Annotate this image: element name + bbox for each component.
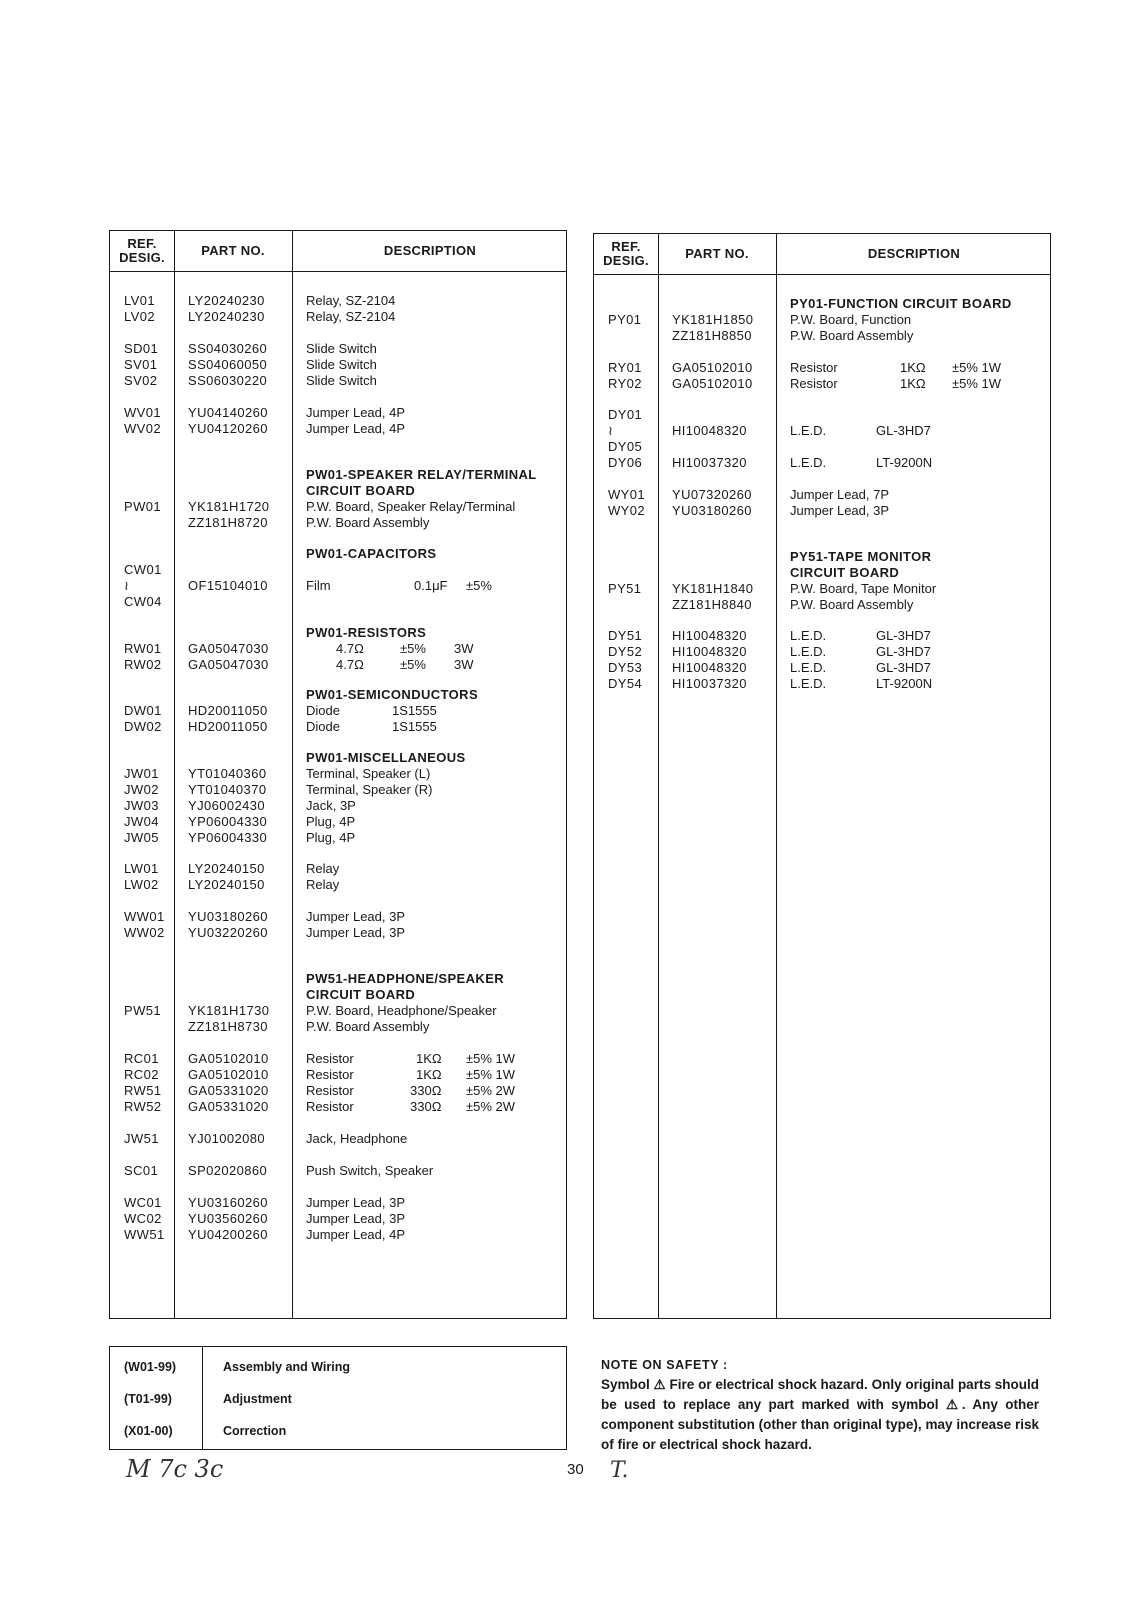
column-divider — [202, 1347, 203, 1449]
spec-value-cell: 1KΩ — [416, 1067, 442, 1082]
ref-desig-cell: WV01 — [124, 405, 162, 420]
column-divider — [174, 231, 175, 1318]
ref-desig-cell: DY01 — [608, 407, 643, 422]
spec-value-cell: ±5% — [400, 657, 426, 672]
spec-value-cell: GL-3HD7 — [876, 660, 931, 675]
part-number-cell: YU04200260 — [188, 1227, 268, 1242]
section-heading: PY01-FUNCTION CIRCUIT BOARD — [790, 296, 1012, 311]
ref-desig-cell: DY53 — [608, 660, 643, 675]
description-cell: P.W. Board Assembly — [790, 328, 914, 343]
part-number-cell: YT01040370 — [188, 782, 267, 797]
part-number-cell: GA05102010 — [672, 360, 753, 375]
legend-code: (W01-99) — [124, 1360, 177, 1374]
ref-desig-cell: RW51 — [124, 1083, 162, 1098]
part-number-cell: YU07320260 — [672, 487, 752, 502]
ref-desig-cell: RW02 — [124, 657, 162, 672]
part-number-cell: HI10037320 — [672, 676, 747, 691]
description-cell: L.E.D. — [790, 660, 827, 675]
ref-desig-cell: LV01 — [124, 293, 155, 308]
header-part-no: PART NO. — [685, 246, 749, 261]
ref-desig-cell: WW01 — [124, 909, 165, 924]
description-cell: Film — [306, 578, 331, 593]
description-cell: Plug, 4P — [306, 814, 356, 829]
description-cell: Relay — [306, 861, 340, 876]
part-number-cell: YT01040360 — [188, 766, 267, 781]
spec-value-cell: GL-3HD7 — [876, 423, 931, 438]
ref-desig-cell: SV01 — [124, 357, 158, 372]
description-cell: Relay, SZ-2104 — [306, 293, 396, 308]
description-cell: L.E.D. — [790, 676, 827, 691]
description-cell: Resistor — [790, 360, 838, 375]
part-number-cell: GA05331020 — [188, 1099, 269, 1114]
description-cell: Resistor — [306, 1051, 354, 1066]
ref-desig-cell: DY06 — [608, 455, 643, 470]
section-heading: PW01-MISCELLANEOUS — [306, 750, 466, 765]
part-number-cell: YU04140260 — [188, 405, 268, 420]
spec-value-cell: ±5% 1W — [952, 376, 1002, 391]
part-number-cell: HI10048320 — [672, 423, 747, 438]
spec-value-cell: GL-3HD7 — [876, 628, 931, 643]
spec-value-cell: 1KΩ — [416, 1051, 442, 1066]
part-number-cell: HD20011050 — [188, 703, 268, 718]
ref-desig-cell: WW02 — [124, 925, 165, 940]
page-number: 30 — [567, 1461, 584, 1478]
description-cell: Jumper Lead, 3P — [306, 1211, 406, 1226]
ref-desig-cell: LW02 — [124, 877, 159, 892]
column-divider — [292, 231, 293, 1318]
ref-desig-cell: DY51 — [608, 628, 643, 643]
ref-desig-cell: CW01 — [124, 562, 162, 577]
description-cell: L.E.D. — [790, 644, 827, 659]
description-cell: Slide Switch — [306, 341, 377, 356]
part-number-cell: YJ06002430 — [188, 798, 266, 813]
right-parts-table — [593, 233, 1051, 1319]
spec-value-cell: 1KΩ — [900, 376, 926, 391]
part-number-cell: HI10048320 — [672, 644, 747, 659]
ref-desig-cell: WW51 — [124, 1227, 165, 1242]
legend-label: Assembly and Wiring — [223, 1360, 350, 1374]
part-number-cell: YU03220260 — [188, 925, 268, 940]
description-cell: L.E.D. — [790, 628, 827, 643]
ref-desig-cell: RY02 — [608, 376, 642, 391]
spec-value-cell: 330Ω — [410, 1099, 442, 1114]
description-cell: Slide Switch — [306, 357, 377, 372]
part-number-cell: GA05047030 — [188, 641, 269, 656]
spec-value-cell: ±5% 2W — [466, 1099, 516, 1114]
part-number-cell: YU04120260 — [188, 421, 268, 436]
description-cell: P.W. Board, Headphone/Speaker — [306, 1003, 497, 1018]
part-number-cell: ZZ181H8840 — [672, 597, 752, 612]
section-heading: PW01-CAPACITORS — [306, 546, 437, 561]
ref-desig-cell: WC01 — [124, 1195, 162, 1210]
legend-label: Adjustment — [223, 1392, 292, 1406]
description-cell: P.W. Board Assembly — [790, 597, 914, 612]
revision-legend — [109, 1346, 567, 1450]
ref-desig-cell: WY02 — [608, 503, 646, 518]
part-number-cell: GA05102010 — [672, 376, 753, 391]
description-cell: Jumper Lead, 3P — [306, 1195, 406, 1210]
spec-value-cell: ±5% 2W — [466, 1083, 516, 1098]
description-cell: Diode — [306, 703, 340, 718]
part-number-cell: YP06004330 — [188, 830, 268, 845]
spec-value-cell: LT-9200N — [876, 676, 933, 691]
ref-desig-cell: LV02 — [124, 309, 155, 324]
handwritten-mark-right: T. — [610, 1458, 629, 1483]
spec-value-cell: LT-9200N — [876, 455, 933, 470]
description-cell: Diode — [306, 719, 340, 734]
ref-desig-cell: ≀ — [124, 578, 130, 593]
ref-desig-cell: SD01 — [124, 341, 159, 356]
header-description: DESCRIPTION — [383, 243, 477, 258]
description-cell: Jumper Lead, 4P — [306, 421, 406, 436]
header-ref-desig: REF. DESIG. — [603, 239, 649, 268]
part-number-cell: GA05047030 — [188, 657, 269, 672]
ref-desig-cell: DY52 — [608, 644, 643, 659]
description-cell: P.W. Board Assembly — [306, 1019, 430, 1034]
ref-desig-cell: PY51 — [608, 581, 642, 596]
ref-desig-cell: PW51 — [124, 1003, 162, 1018]
ref-desig-cell: JW03 — [124, 798, 159, 813]
part-number-cell: LY20240230 — [188, 309, 265, 324]
part-number-cell: GA05102010 — [188, 1067, 269, 1082]
ref-desig-cell: SV02 — [124, 373, 158, 388]
description-cell: Jumper Lead, 7P — [790, 487, 890, 502]
spec-value-cell: 4.7Ω — [336, 657, 364, 672]
header-part-no: PART NO. — [201, 243, 265, 258]
part-number-cell: HI10037320 — [672, 455, 747, 470]
part-number-cell: YK181H1850 — [672, 312, 754, 327]
ref-desig-cell: JW51 — [124, 1131, 159, 1146]
description-cell: Relay — [306, 877, 340, 892]
ref-desig-cell: RC02 — [124, 1067, 159, 1082]
spec-value-cell: GL-3HD7 — [876, 644, 931, 659]
ref-desig-cell: RC01 — [124, 1051, 159, 1066]
spec-value-cell: 3W — [454, 657, 474, 672]
part-number-cell: GA05331020 — [188, 1083, 269, 1098]
column-divider — [776, 234, 777, 1318]
header-ref-desig: REF. DESIG. — [119, 236, 165, 265]
ref-desig-cell: LW01 — [124, 861, 159, 876]
section-heading: PY51-TAPE MONITOR — [790, 549, 932, 564]
spec-value-cell: 3W — [454, 641, 474, 656]
part-number-cell: LY20240150 — [188, 877, 265, 892]
description-cell: Resistor — [790, 376, 838, 391]
spec-value-cell: ±5% — [400, 641, 426, 656]
part-number-cell: SP02020860 — [188, 1163, 268, 1178]
spec-value-cell: 0.1μF — [414, 578, 448, 593]
part-number-cell: YP06004330 — [188, 814, 268, 829]
section-heading: CIRCUIT BOARD — [306, 987, 416, 1002]
part-number-cell: HI10048320 — [672, 660, 747, 675]
spec-value-cell: 330Ω — [410, 1083, 442, 1098]
description-cell: P.W. Board Assembly — [306, 515, 430, 530]
description-cell: Jack, Headphone — [306, 1131, 408, 1146]
section-heading: PW01-SEMICONDUCTORS — [306, 687, 479, 702]
part-number-cell: YU03180260 — [672, 503, 752, 518]
handwritten-mark-left: M 7c 3c — [126, 1455, 224, 1483]
part-number-cell: SS06030220 — [188, 373, 268, 388]
ref-desig-cell: PW01 — [124, 499, 162, 514]
description-cell: Relay, SZ-2104 — [306, 309, 396, 324]
ref-desig-cell: WC02 — [124, 1211, 162, 1226]
part-number-cell: HI10048320 — [672, 628, 747, 643]
left-parts-table — [109, 230, 567, 1319]
description-cell: Resistor — [306, 1099, 354, 1114]
part-number-cell: ZZ181H8720 — [188, 515, 268, 530]
spec-value-cell: ±5% 1W — [466, 1051, 516, 1066]
description-cell: L.E.D. — [790, 455, 827, 470]
spec-value-cell: 1KΩ — [900, 360, 926, 375]
part-number-cell: SS04060050 — [188, 357, 268, 372]
ref-desig-cell: DW02 — [124, 719, 162, 734]
description-cell: Slide Switch — [306, 373, 377, 388]
legend-label: Correction — [223, 1424, 287, 1438]
ref-desig-cell: ≀ — [608, 423, 614, 438]
part-number-cell: HD20011050 — [188, 719, 268, 734]
part-number-cell: LY20240150 — [188, 861, 265, 876]
part-number-cell: YU03160260 — [188, 1195, 268, 1210]
spec-value-cell: 4.7Ω — [336, 641, 364, 656]
ref-desig-cell: JW02 — [124, 782, 159, 797]
description-cell: P.W. Board, Function — [790, 312, 912, 327]
ref-desig-cell: SC01 — [124, 1163, 159, 1178]
ref-desig-cell: DY05 — [608, 439, 643, 454]
description-cell: Terminal, Speaker (R) — [306, 782, 433, 797]
section-heading: PW01-SPEAKER RELAY/TERMINAL — [306, 467, 537, 482]
ref-desig-cell: JW01 — [124, 766, 159, 781]
ref-desig-cell: RY01 — [608, 360, 642, 375]
part-number-cell: YU03180260 — [188, 909, 268, 924]
section-heading: PW51-HEADPHONE/SPEAKER — [306, 971, 505, 986]
part-number-cell: OF15104010 — [188, 578, 268, 593]
description-cell: Push Switch, Speaker — [306, 1163, 434, 1178]
ref-desig-cell: RW52 — [124, 1099, 162, 1114]
part-number-cell: SS04030260 — [188, 341, 268, 356]
description-cell: Plug, 4P — [306, 830, 356, 845]
spec-value-cell: ±5% 1W — [952, 360, 1002, 375]
ref-desig-cell: WY01 — [608, 487, 646, 502]
part-number-cell: ZZ181H8850 — [672, 328, 752, 343]
ref-desig-cell: JW04 — [124, 814, 159, 829]
ref-desig-cell: DY54 — [608, 676, 643, 691]
ref-desig-cell: RW01 — [124, 641, 162, 656]
ref-desig-cell: PY01 — [608, 312, 642, 327]
safety-note — [601, 1355, 1039, 1455]
header-divider — [110, 271, 566, 272]
description-cell: Resistor — [306, 1083, 354, 1098]
part-number-cell: YK181H1840 — [672, 581, 754, 596]
spec-value-cell: ±5% 1W — [466, 1067, 516, 1082]
section-heading: CIRCUIT BOARD — [306, 483, 416, 498]
header-description: DESCRIPTION — [867, 246, 961, 261]
part-number-cell: YU03560260 — [188, 1211, 268, 1226]
ref-desig-cell: CW04 — [124, 594, 162, 609]
description-cell: P.W. Board, Tape Monitor — [790, 581, 937, 596]
description-cell: P.W. Board, Speaker Relay/Terminal — [306, 499, 516, 514]
part-number-cell: GA05102010 — [188, 1051, 269, 1066]
description-cell: Jumper Lead, 3P — [306, 909, 406, 924]
section-heading: PW01-RESISTORS — [306, 625, 427, 640]
column-divider — [658, 234, 659, 1318]
section-heading: CIRCUIT BOARD — [790, 565, 900, 580]
description-cell: Resistor — [306, 1067, 354, 1082]
header-divider — [594, 274, 1050, 275]
spec-value-cell: ±5% — [466, 578, 492, 593]
description-cell: Jumper Lead, 4P — [306, 405, 406, 420]
ref-desig-cell: DW01 — [124, 703, 162, 718]
ref-desig-cell: JW05 — [124, 830, 159, 845]
part-number-cell: YK181H1730 — [188, 1003, 270, 1018]
ref-desig-cell: WV02 — [124, 421, 162, 436]
description-cell: Jumper Lead, 3P — [790, 503, 890, 518]
part-number-cell: YJ01002080 — [188, 1131, 266, 1146]
part-number-cell: YK181H1720 — [188, 499, 270, 514]
part-number-cell: ZZ181H8730 — [188, 1019, 268, 1034]
description-cell: Terminal, Speaker (L) — [306, 766, 431, 781]
safety-note-text: Symbol ⚠ Fire or electrical shock hazard. Only original parts should be used to replace any part marked with symbol ⚠. Any other component substitution (other than original type), may increase risk of fire or electrical shock hazard. — [601, 1377, 1039, 1452]
safety-note-title: NOTE ON SAFETY : — [601, 1358, 728, 1372]
spec-value-cell: 1S1555 — [392, 719, 437, 734]
description-cell: L.E.D. — [790, 423, 827, 438]
description-cell: Jumper Lead, 3P — [306, 925, 406, 940]
legend-code: (X01-00) — [124, 1424, 173, 1438]
legend-code: (T01-99) — [124, 1392, 172, 1406]
part-number-cell: LY20240230 — [188, 293, 265, 308]
description-cell: Jack, 3P — [306, 798, 356, 813]
spec-value-cell: 1S1555 — [392, 703, 437, 718]
description-cell: Jumper Lead, 4P — [306, 1227, 406, 1242]
